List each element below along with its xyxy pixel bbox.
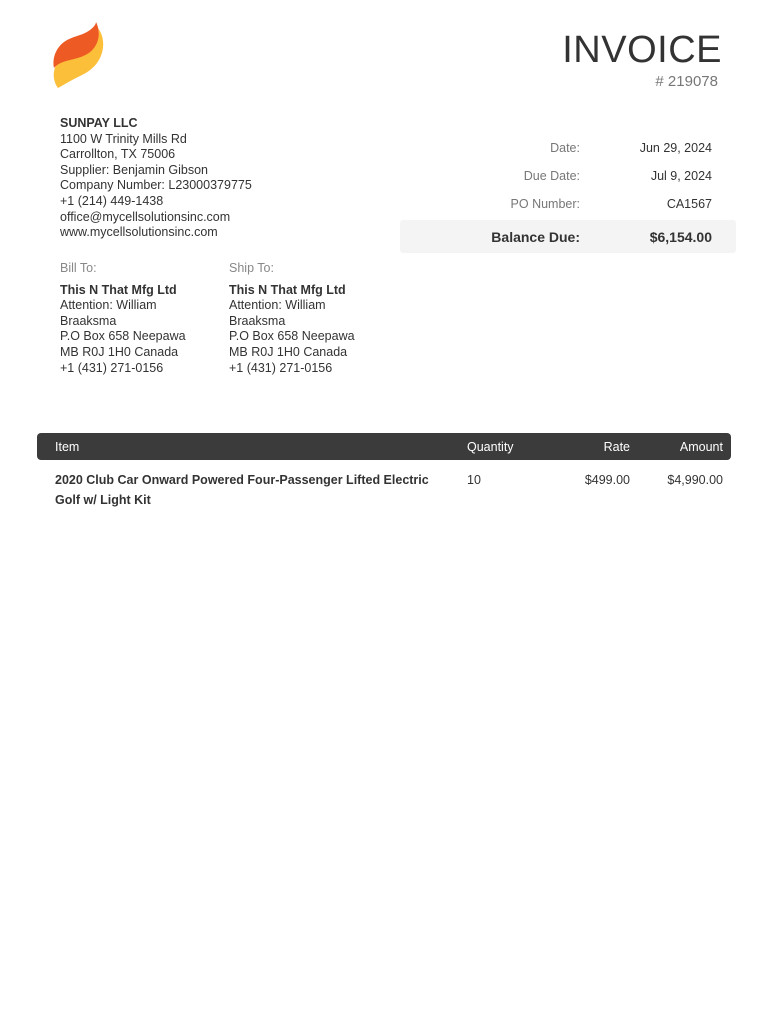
bill-to-line: MB R0J 1H0 Canada xyxy=(60,344,179,359)
item-rate: $499.00 xyxy=(584,473,630,487)
bill-to-label: Bill To: xyxy=(60,261,97,275)
company-address-line: 1100 W Trinity Mills Rd xyxy=(60,131,187,146)
ship-to-block xyxy=(229,261,379,376)
item-description: 2020 Club Car Onward Powered Four-Passenger Lifted Electric Golf w/ Light Kit xyxy=(55,473,429,507)
bill-to-line: P.O Box 658 Neepawa xyxy=(60,329,186,344)
ship-to-name: This N That Mfg Ltd xyxy=(229,282,346,297)
company-name: SUNPAY LLC xyxy=(60,116,138,130)
po-number-label: PO Number: xyxy=(510,197,580,211)
header-quantity: Quantity xyxy=(467,439,514,454)
balance-due-value: $6,154.00 xyxy=(649,228,712,245)
header-rate: Rate xyxy=(603,439,630,454)
header-amount: Amount xyxy=(679,439,723,454)
bill-to-line: +1 (431) 271-0156 xyxy=(60,360,164,375)
ship-to-line: MB R0J 1H0 Canada xyxy=(229,344,348,359)
line-items-table xyxy=(37,433,731,510)
ship-to-line: Braaksma xyxy=(229,313,286,328)
ship-to-line: P.O Box 658 Neepawa xyxy=(229,329,355,344)
balance-due-label: Balance Due: xyxy=(491,228,580,245)
table-row xyxy=(37,460,731,510)
meta-date-row xyxy=(400,134,736,162)
company-phone: +1 (214) 449-1438 xyxy=(60,193,164,208)
date-label: Date: xyxy=(550,141,580,155)
balance-due-row xyxy=(400,220,736,253)
company-supplier-line: Supplier: Benjamin Gibson xyxy=(60,162,208,177)
meta-po-row xyxy=(400,190,736,218)
due-date-label: Due Date: xyxy=(523,169,580,183)
company-email: office@mycellsolutionsinc.com xyxy=(60,209,231,224)
table-header xyxy=(37,433,731,460)
flame-logo-icon xyxy=(50,22,104,92)
meta-due-row xyxy=(400,162,736,190)
bill-to-line: Attention: William xyxy=(60,298,157,313)
ship-to-label: Ship To: xyxy=(229,261,274,275)
date-value: Jun 29, 2024 xyxy=(639,141,712,155)
bill-to-name: This N That Mfg Ltd xyxy=(60,282,177,297)
po-number-value: CA1567 xyxy=(666,197,712,211)
company-info xyxy=(60,116,252,241)
bill-to-line: Braaksma xyxy=(60,313,117,328)
company-website: www.mycellsolutionsinc.com xyxy=(60,225,218,240)
ship-to-line: Attention: William xyxy=(229,298,326,313)
company-city-line: Carrollton, TX 75006 xyxy=(60,147,176,162)
company-number-line: Company Number: L23000379775 xyxy=(60,178,252,193)
invoice-title: INVOICE xyxy=(562,29,722,71)
bill-to-block xyxy=(60,261,210,376)
ship-to-line: +1 (431) 271-0156 xyxy=(229,360,333,375)
item-amount: $4,990.00 xyxy=(667,473,723,487)
header-item: Item xyxy=(55,439,80,454)
invoice-meta xyxy=(400,134,736,253)
invoice-number: # 219078 xyxy=(655,73,718,90)
item-quantity: 10 xyxy=(467,473,481,487)
due-date-value: Jul 9, 2024 xyxy=(650,169,712,183)
